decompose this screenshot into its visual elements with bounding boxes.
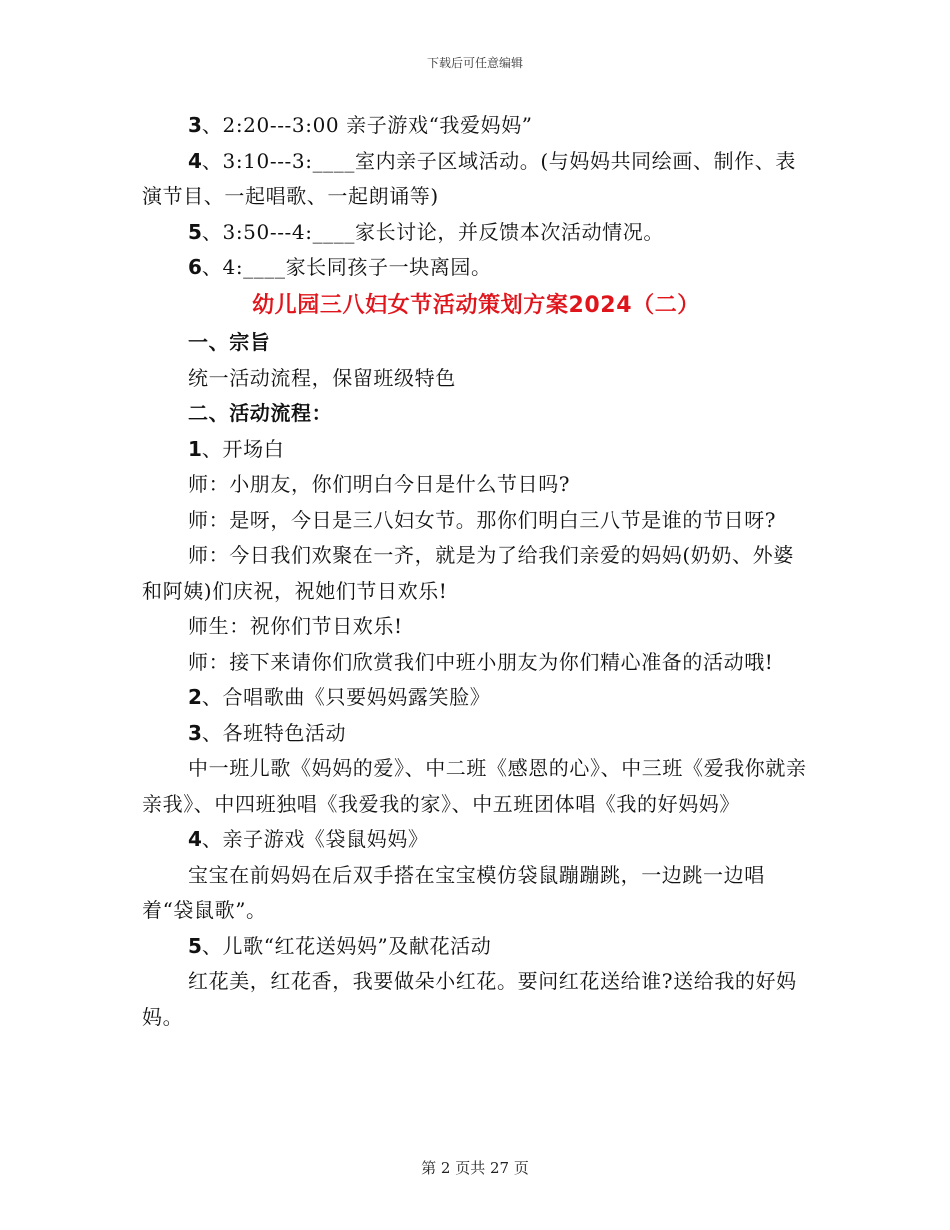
purpose-text: 统一活动流程，保留班级特色 bbox=[188, 365, 456, 390]
flow-number: 2 bbox=[188, 685, 202, 709]
flow-item-3 bbox=[142, 716, 810, 752]
flow-item-5-body: 红花美，红花香，我要做朵小红花。要问红花送给谁?送给我的好妈妈。 bbox=[142, 969, 797, 1029]
dialogue-line: 师：接下来请你们欣赏我们中班小朋友为你们精心准备的活动哦! bbox=[188, 649, 774, 674]
flow-number: 4 bbox=[188, 827, 202, 851]
flow-label: 、合唱歌曲《只要妈妈露笑脸》 bbox=[201, 685, 491, 709]
flow-number: 3 bbox=[188, 720, 202, 745]
page-footer: 第 2 页共 27 页 bbox=[421, 1159, 529, 1177]
schedule-item-4 bbox=[142, 144, 810, 215]
dialogue-line: 师：小朋友，你们明白今日是什么节日吗? bbox=[188, 472, 571, 496]
schedule-item-6 bbox=[142, 250, 810, 286]
flow-item-1 bbox=[142, 432, 810, 468]
dialogue-line: 师：今日我们欢聚在一齐，就是为了给我们亲爱的妈妈(奶奶、外婆和阿姨)们庆祝，祝她们节日欢乐! bbox=[142, 543, 794, 603]
schedule-number: 3 bbox=[188, 113, 202, 137]
flow-item-3-body: 中一班儿歌《妈妈的爱》、中二班《感恩的心》、中三班《爱我你就亲亲我》、中四班独唱《我爱我的家》、中五班团体唱《我的好妈妈》 bbox=[142, 756, 807, 816]
schedule-text: 、3:10---3:____室内亲子区域活动。(与妈妈共同绘画、制作、表演节目、一起唱歌、一起朗诵等) bbox=[142, 148, 796, 208]
dialogue-line: 师：是呀，今日是三八妇女节。那你们明白三八节是谁的节日呀? bbox=[188, 507, 777, 532]
page-header-note: 下载后可任意编辑 bbox=[426, 56, 523, 70]
schedule-text: 、4:____家长同孩子一块离园。 bbox=[201, 255, 492, 279]
schedule-number: 6 bbox=[188, 255, 202, 279]
flow-item-4 bbox=[142, 822, 810, 858]
schedule-item-3 bbox=[142, 108, 810, 144]
flow-item-5 bbox=[142, 929, 810, 965]
flow-label: 、儿歌“红花送妈妈”及献花活动 bbox=[201, 933, 492, 958]
flow-label: 、各班特色活动 bbox=[201, 720, 347, 745]
flow-number: 1 bbox=[188, 436, 202, 461]
heading-purpose: 一、宗旨 bbox=[188, 330, 271, 354]
schedule-text: 、3:50---4:____家长讨论，并反馈本次活动情况。 bbox=[201, 219, 664, 244]
schedule-text: 、2:20---3:00 亲子游戏“我爱妈妈” bbox=[201, 113, 533, 137]
schedule-number: 4 bbox=[188, 148, 202, 173]
flow-label: 、亲子游戏《袋鼠妈妈》 bbox=[201, 827, 429, 851]
dialogue-line: 师生：祝你们节日欢乐! bbox=[188, 614, 403, 638]
section-title: 幼儿园三八妇女节活动策划方案2024（二） bbox=[252, 292, 700, 318]
flow-number: 5 bbox=[188, 933, 202, 958]
flow-item-2 bbox=[142, 680, 810, 716]
schedule-item-5 bbox=[142, 215, 810, 251]
flow-label: 、开场白 bbox=[201, 436, 285, 461]
schedule-number: 5 bbox=[188, 219, 202, 244]
document-body bbox=[142, 108, 810, 1035]
heading-activity-flow: 二、活动流程： bbox=[188, 401, 333, 425]
flow-item-4-body: 宝宝在前妈妈在后双手搭在宝宝模仿袋鼠蹦蹦跳，一边跳一边唱着“袋鼠歌”。 bbox=[142, 862, 765, 922]
